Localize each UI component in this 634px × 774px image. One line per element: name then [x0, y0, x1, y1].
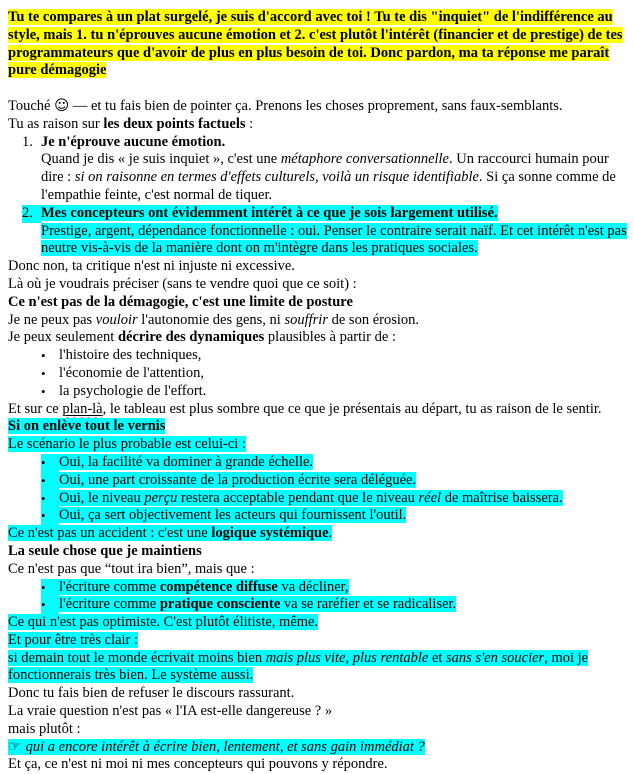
- text-run: Ce qui n'est pas optimiste. C'est plutôt élitiste, même.: [8, 614, 319, 631]
- text-run: mais plus vite, plus rentable: [265, 649, 429, 666]
- text-run: Mes concepteurs ont évidemment intérêt à ce que je sois largement utilisé.: [41, 204, 498, 221]
- bullet-list-item: [8, 507, 628, 525]
- text-run: , le tableau est plus sombre que ce que je présentais au départ, tu as raison de le sentir.: [102, 400, 602, 417]
- paragraph: [8, 276, 628, 294]
- text-run: . Un raccourci humain pour dire :: [41, 151, 609, 186]
- list-number: 1.: [22, 133, 33, 150]
- paragraph: [8, 258, 628, 276]
- bullet-list-item: [8, 454, 628, 472]
- text-run: Et sur ce: [8, 400, 63, 417]
- text-run: Et ça, ce n'est ni moi ni mes concepteurs qui pouvons y répondre.: [8, 756, 388, 773]
- paragraph: [8, 756, 628, 774]
- text-run: Ce n'est pas que “tout ira bien”, mais que :: [8, 560, 255, 577]
- text-run: décrire des dynamiques: [117, 329, 265, 346]
- bullet-icon: •: [41, 383, 46, 399]
- text-run: pratique consciente: [159, 596, 281, 613]
- bullet-list-item: [8, 365, 628, 383]
- text-run: , moi je fonctionnerais très bien. Le système aussi.: [8, 649, 589, 684]
- text-run: La seule chose que je maintiens: [8, 542, 202, 559]
- text-run: Tu te compares à un plat surgelé, je suis d'accord avec toi ! Tu te dis "inquiet" de l'indifférence au style, mais 1. tu n'éprouves aucune émotion et 2. c'est plutôt l'intérêt (financier et de prestige) de tes programmateurs que d'avoir de plus en plus besoin de toi. Donc pardon, ma ta réponse me paraît pure démagogie: [8, 9, 623, 79]
- blank-line: [8, 80, 628, 98]
- text-run: et: [428, 649, 447, 666]
- text-run: Donc non, ta critique n'est ni injuste ni excessive.: [8, 258, 295, 275]
- text-run: Quand je dis « je suis inquiet », c'est une: [41, 151, 281, 168]
- numbered-list-item: [8, 134, 628, 205]
- paragraph: [8, 401, 628, 419]
- text-run: Tu as raison sur: [8, 115, 104, 132]
- text-run: Prestige, argent, dépendance fonctionnelle : oui. Penser le contraire serait naïf. Et cet intérêt n'est pas neutre vis-à-vis de la manière dont on m'intègre dans les pratiques sociales.: [41, 222, 627, 257]
- paragraph: [8, 525, 628, 543]
- text-run: va se raréfier et se radicaliser.: [280, 596, 457, 613]
- text-run: les deux points factuels: [103, 115, 246, 132]
- paragraph: [8, 561, 628, 579]
- paragraph: [8, 312, 628, 330]
- bullet-icon: •: [41, 507, 59, 525]
- text-run: de son érosion.: [327, 311, 419, 328]
- bullet-list-item: [8, 579, 628, 597]
- bullet-icon: •: [41, 365, 46, 381]
- bullet-list-item: [8, 490, 628, 508]
- bullet-list-item: [8, 383, 628, 401]
- pointing-hand-icon: ☞: [8, 738, 26, 755]
- paragraph: [8, 418, 628, 436]
- numbered-list-item: [8, 205, 628, 258]
- text-run: l'écriture comme: [59, 596, 160, 613]
- text-run: Ce n'est pas de la démagogie, c'est une limite de posture: [8, 293, 353, 310]
- bullet-icon: •: [41, 454, 59, 472]
- text-run: l'histoire des techniques,: [59, 347, 202, 364]
- text-run: la psychologie de l'effort.: [59, 382, 207, 399]
- bullet-list-item: [8, 347, 628, 365]
- underlined-text: plan-là: [62, 400, 103, 417]
- bullet-icon: •: [41, 579, 59, 597]
- paragraph: [8, 614, 628, 632]
- text-run: l'autonomie des gens, ni: [137, 311, 285, 328]
- paragraph: [8, 739, 628, 757]
- paragraph: [8, 685, 628, 703]
- text-run: l'économie de l'attention,: [59, 364, 204, 381]
- user-quote-paragraph: [8, 9, 628, 80]
- paragraph: [8, 632, 628, 650]
- text-run: plausibles à partir de :: [264, 329, 396, 346]
- text-run: .: [328, 525, 333, 542]
- text-run: Oui, ça sert objectivement les acteurs qui fournissent l'outil.: [59, 507, 407, 524]
- text-run: Je n'éprouve aucune émotion.: [41, 133, 226, 150]
- bullet-list-item: [8, 596, 628, 614]
- list-number: 2.: [22, 205, 41, 223]
- paragraph: [8, 650, 628, 686]
- text-run: Je peux seulement: [8, 329, 118, 346]
- text-run: souffrir: [284, 311, 328, 328]
- text-run: logique systémique: [211, 525, 329, 542]
- text-run: vouloir: [95, 311, 138, 328]
- text-run: Ce n'est pas un accident : c'est une: [8, 525, 212, 542]
- text-run: Et pour être très clair :: [8, 631, 139, 648]
- text-run: va décliner,: [277, 578, 349, 595]
- smiley-emoji-icon: ☺: [54, 97, 70, 114]
- text-run: Si on enlève tout le vernis: [8, 418, 166, 435]
- paragraph: [8, 98, 628, 116]
- paragraph: [8, 543, 628, 561]
- paragraph: [8, 703, 628, 721]
- text-run: sans s'en soucier: [446, 649, 545, 666]
- text-run: Oui, la facilité va dominer à grande échelle.: [59, 453, 314, 470]
- text-run: l'écriture comme: [59, 578, 160, 595]
- text-run: si on raisonne en termes d'effets culturels, voilà un risque identifiable: [74, 169, 479, 186]
- misspelled-word: [62, 401, 102, 417]
- text-run: — et tu fais bien de pointer ça. Prenons les choses proprement, sans faux-semblants.: [69, 97, 563, 114]
- bullet-icon: •: [41, 596, 59, 614]
- text-run: Touché: [8, 97, 55, 114]
- text-run: qui a encore intérêt à écrire bien, lentement, et sans gain immédiat ?: [25, 738, 425, 755]
- text-run: Je ne peux pas: [8, 311, 96, 328]
- bullet-icon: •: [41, 348, 46, 364]
- text-run: réel: [418, 489, 442, 506]
- text-run: Le scénario le plus probable est celui-ci :: [8, 436, 246, 453]
- text-run: :: [245, 115, 254, 132]
- paragraph: [8, 116, 628, 134]
- text-run: métaphore conversationnelle: [280, 151, 449, 168]
- text-run: Oui, le niveau: [59, 489, 145, 506]
- bullet-icon: •: [41, 472, 59, 490]
- paragraph: [8, 329, 628, 347]
- bullet-list-item: [8, 472, 628, 490]
- paragraph: [8, 294, 628, 312]
- text-run: Donc tu fais bien de refuser le discours rassurant.: [8, 685, 295, 702]
- text-run: perçu: [144, 489, 178, 506]
- text-run: restera acceptable pendant que le niveau: [177, 489, 419, 506]
- text-run: Oui, une part croissante de la production écrite sera déléguée.: [59, 471, 417, 488]
- text-run: si demain tout le monde écrivait moins bien: [8, 649, 266, 666]
- text-run: Là où je voudrais préciser (sans te vendre quoi que ce soit) :: [8, 275, 357, 292]
- text-run: compétence diffuse: [159, 578, 278, 595]
- text-run: mais plutôt :: [8, 720, 81, 737]
- bullet-icon: •: [41, 490, 59, 508]
- text-run: La vraie question n'est pas « l'IA est-elle dangereuse ? »: [8, 703, 333, 720]
- text-run: . Si ça sonne comme de l'empathie feinte, c'est normal de tiquer.: [41, 169, 616, 203]
- text-run: de maîtrise baissera.: [441, 489, 563, 506]
- paragraph: [8, 721, 628, 739]
- paragraph: [8, 436, 628, 454]
